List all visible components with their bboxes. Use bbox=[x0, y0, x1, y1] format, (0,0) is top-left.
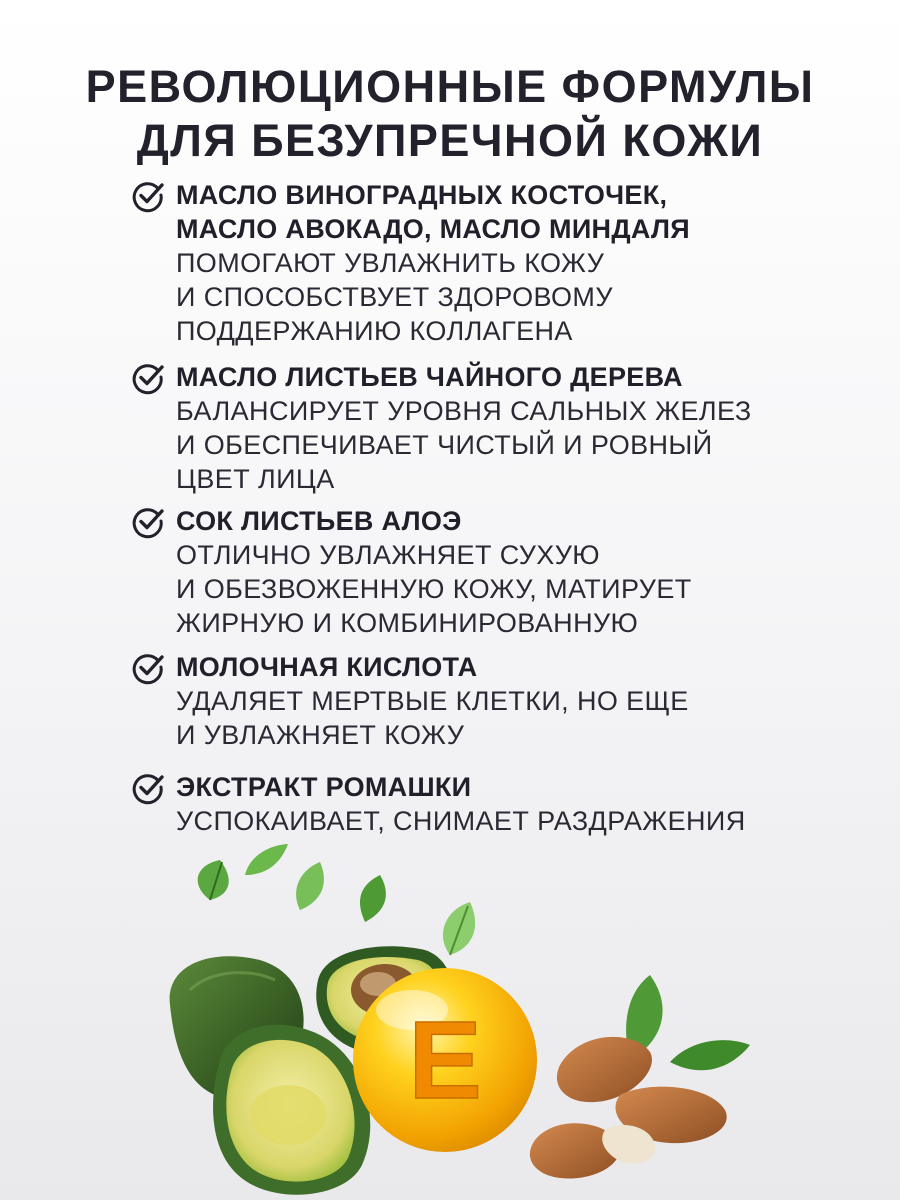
capsule-letter: E bbox=[408, 999, 482, 1122]
benefit-description: И УВЛАЖНЯЕТ КОЖУ bbox=[176, 720, 465, 750]
benefit-item-chamomile-extract bbox=[130, 770, 890, 838]
check-circle-icon bbox=[130, 360, 166, 396]
benefit-heading: МАСЛО ЛИСТЬЕВ ЧАЙНОГО ДЕРЕВА bbox=[176, 362, 683, 392]
benefit-description: И ОБЕСПЕЧИВАЕТ ЧИСТЫЙ И РОВНЫЙ bbox=[176, 430, 713, 460]
benefit-description: ЖИРНУЮ И КОМБИНИРОВАННУЮ bbox=[176, 608, 639, 638]
check-circle-icon bbox=[130, 770, 166, 806]
benefit-item-tea-tree-oil bbox=[130, 360, 890, 496]
benefit-description: И ОБЕЗВОЖЕННУЮ КОЖУ, МАТИРУЕТ bbox=[176, 574, 692, 604]
benefit-description: ОТЛИЧНО УВЛАЖНЯЕТ СУХУЮ bbox=[176, 540, 600, 570]
check-circle-icon bbox=[130, 178, 166, 214]
leaf-icon bbox=[296, 862, 386, 922]
benefit-description: ПОМОГАЮТ УВЛАЖНИТЬ КОЖУ bbox=[176, 248, 605, 278]
benefit-heading: ЭКСТРАКТ РОМАШКИ bbox=[176, 772, 472, 802]
avocado-icon bbox=[213, 1025, 370, 1195]
check-circle-icon bbox=[130, 650, 166, 686]
leaf-icon bbox=[245, 844, 288, 875]
benefit-description: УСПОКАИВАЕТ, СНИМАЕТ РАЗДРАЖЕНИЯ bbox=[176, 806, 746, 836]
benefit-heading: СОК ЛИСТЬЕВ АЛОЭ bbox=[176, 506, 462, 536]
benefit-description: И СПОСОБСТВУЕТ ЗДОРОВОМУ bbox=[176, 282, 613, 312]
page-title bbox=[0, 60, 900, 168]
benefit-description: БАЛАНСИРУЕТ УРОВНЯ САЛЬНЫХ ЖЕЛЕЗ bbox=[176, 396, 752, 426]
benefit-item-aloe-juice bbox=[130, 504, 890, 640]
title-line-1: РЕВОЛЮЦИОННЫЕ ФОРМУЛЫ bbox=[85, 61, 815, 112]
benefit-item-lactic-acid bbox=[130, 650, 890, 752]
benefit-description: УДАЛЯЕТ МЕРТВЫЕ КЛЕТКИ, НО ЕЩЕ bbox=[176, 686, 689, 716]
benefit-heading: МОЛОЧНАЯ КИСЛОТА bbox=[176, 652, 478, 682]
benefits-list bbox=[130, 178, 890, 838]
benefit-heading: МАСЛО ВИНОГРАДНЫХ КОСТОЧЕК, bbox=[176, 180, 668, 210]
leaf-icon bbox=[443, 902, 475, 955]
benefit-description: ЦВЕТ ЛИЦА bbox=[176, 464, 335, 494]
vitamin-e-capsule-icon bbox=[353, 968, 537, 1152]
title-line-2: ДЛЯ БЕЗУПРЕЧНОЙ КОЖИ bbox=[136, 115, 764, 166]
benefit-heading: МАСЛО АВОКАДО, МАСЛО МИНДАЛЯ bbox=[176, 214, 690, 244]
ingredients-illustration bbox=[150, 830, 770, 1200]
benefit-item-grape-avocado-almond-oils bbox=[130, 178, 890, 348]
check-circle-icon bbox=[130, 504, 166, 540]
benefit-description: ПОДДЕРЖАНИЮ КОЛЛАГЕНА bbox=[176, 316, 573, 346]
leaf-icon bbox=[198, 860, 229, 900]
